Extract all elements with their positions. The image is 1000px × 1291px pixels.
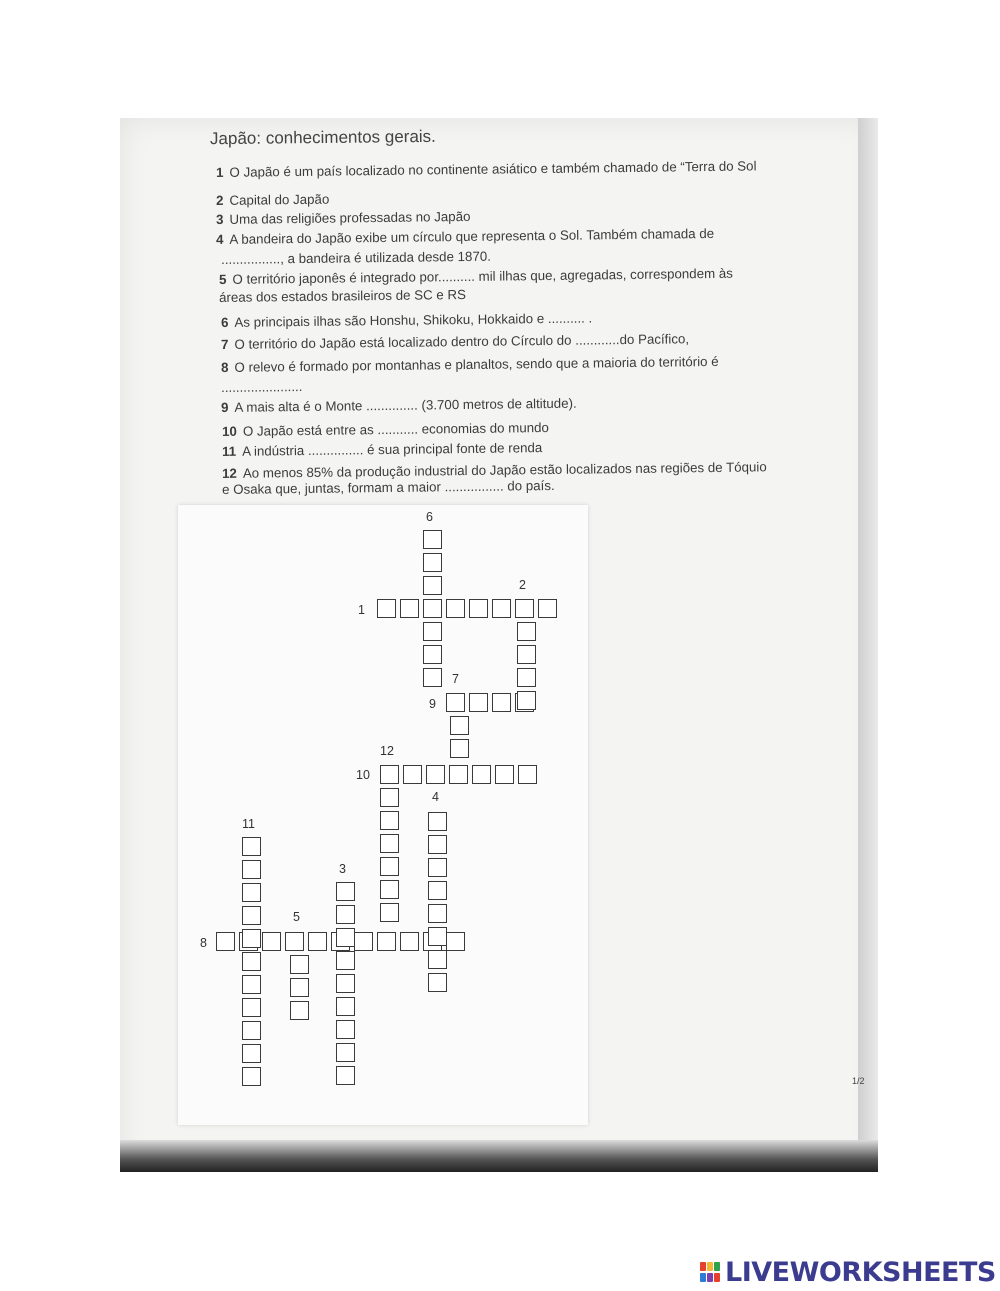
- crossword-cell[interactable]: [242, 883, 261, 902]
- crossword-cell[interactable]: [492, 599, 511, 618]
- crossword-cell[interactable]: [517, 668, 536, 687]
- crossword-number: 9: [429, 697, 436, 711]
- clue-text: A indústria ............... é sua principal fonte de renda: [242, 440, 543, 459]
- page-edge: [858, 118, 878, 1172]
- crossword-cell[interactable]: [450, 739, 469, 758]
- crossword-cell[interactable]: [423, 622, 442, 641]
- scan-shadow: [120, 1140, 878, 1172]
- crossword-cell[interactable]: [377, 599, 396, 618]
- crossword-number: 10: [356, 768, 370, 782]
- clue-text: ......................: [221, 379, 303, 395]
- crossword-cell[interactable]: [446, 599, 465, 618]
- clue-line: [219, 287, 466, 305]
- crossword-number: 2: [519, 578, 526, 592]
- clue-text: ................, a bandeira é utilizada desde 1870.: [221, 248, 491, 267]
- clue-text: A mais alta é o Monte .............. (3.700 metros de altitude).: [234, 395, 577, 415]
- clue-number: 6: [221, 314, 229, 330]
- crossword-cell[interactable]: [242, 1067, 261, 1086]
- crossword-cell[interactable]: [380, 765, 399, 784]
- clue-text: Uma das religiões professadas no Japão: [229, 208, 471, 227]
- crossword-cell[interactable]: [380, 788, 399, 807]
- crossword-cell[interactable]: [515, 599, 534, 618]
- clue-text: As principais ilhas são Honshu, Shikoku, Hokkaido e .......... .: [234, 310, 593, 330]
- crossword-number: 11: [242, 817, 255, 831]
- crossword-cell[interactable]: [290, 955, 309, 974]
- crossword-cell[interactable]: [336, 1066, 355, 1085]
- crossword-cell[interactable]: [380, 903, 399, 922]
- logo-text: LIVEWORKSHEETS: [725, 1257, 996, 1288]
- page-number: 1/2: [852, 1076, 865, 1086]
- crossword-cell[interactable]: [290, 978, 309, 997]
- crossword-cell[interactable]: [290, 1001, 309, 1020]
- crossword-cell[interactable]: [336, 905, 355, 924]
- crossword-cell[interactable]: [428, 904, 447, 923]
- liveworksheets-logo: [700, 1257, 996, 1288]
- crossword-cell[interactable]: [428, 812, 447, 831]
- clue-text: O território do Japão está localizado dentro do Círculo do ............do Pacífico,: [234, 331, 690, 352]
- crossword-cell[interactable]: [242, 837, 261, 856]
- crossword-number: 1: [358, 603, 365, 617]
- crossword-cell[interactable]: [336, 1043, 355, 1062]
- clue-text: Capital do Japão: [229, 191, 330, 208]
- crossword-cell[interactable]: [450, 716, 469, 735]
- crossword-cell[interactable]: [336, 997, 355, 1016]
- crossword-cell[interactable]: [285, 932, 304, 951]
- crossword-cell[interactable]: [428, 858, 447, 877]
- crossword-cell[interactable]: [426, 765, 445, 784]
- crossword-cell[interactable]: [423, 645, 442, 664]
- crossword-cell[interactable]: [428, 950, 447, 969]
- clue-number: 5: [219, 271, 227, 287]
- crossword-cell[interactable]: [400, 932, 419, 951]
- crossword-cell[interactable]: [428, 927, 447, 946]
- clue-text: e Osaka que, juntas, formam a maior ................ do país.: [222, 477, 555, 497]
- clue-number: 9: [221, 399, 229, 415]
- crossword-cell[interactable]: [469, 599, 488, 618]
- crossword-cell[interactable]: [492, 693, 511, 712]
- clue-text: A bandeira do Japão exibe um círculo que representa o Sol. Também chamada de: [229, 225, 715, 247]
- clue-number: 11: [222, 443, 237, 459]
- crossword-cell[interactable]: [242, 1044, 261, 1063]
- crossword-cell[interactable]: [449, 765, 468, 784]
- clue-number: 12: [222, 465, 237, 481]
- clue-text: Ao menos 85% da produção industrial do Japão estão localizados nas regiões de Tóquio: [242, 459, 767, 481]
- crossword-cell[interactable]: [242, 952, 261, 971]
- crossword-cell[interactable]: [446, 932, 465, 951]
- crossword-cell[interactable]: [400, 599, 419, 618]
- crossword-cell[interactable]: [518, 765, 537, 784]
- crossword-cell[interactable]: [423, 530, 442, 549]
- crossword-cell[interactable]: [472, 765, 491, 784]
- clue-line: [221, 379, 302, 395]
- crossword-cell[interactable]: [216, 932, 235, 951]
- crossword-cell[interactable]: [517, 691, 536, 710]
- crossword-cell[interactable]: [354, 932, 373, 951]
- crossword-cell[interactable]: [308, 932, 327, 951]
- crossword-number: 6: [426, 510, 433, 524]
- crossword-cell[interactable]: [242, 860, 261, 879]
- crossword-cell[interactable]: [403, 765, 422, 784]
- crossword-cell[interactable]: [423, 599, 442, 618]
- clue-number: 8: [221, 359, 229, 375]
- crossword-cell[interactable]: [380, 834, 399, 853]
- crossword-cell[interactable]: [336, 1020, 355, 1039]
- clue-text: áreas dos estados brasileiros de SC e RS: [219, 286, 467, 305]
- crossword-cell[interactable]: [262, 932, 281, 951]
- worksheet-title: Japão: conhecimentos gerais.: [209, 126, 436, 149]
- clue-number: 10: [222, 423, 237, 439]
- crossword-cell[interactable]: [336, 974, 355, 993]
- crossword-cell[interactable]: [428, 973, 447, 992]
- crossword-cell[interactable]: [242, 929, 261, 948]
- crossword-cell[interactable]: [495, 765, 514, 784]
- crossword-cell[interactable]: [446, 693, 465, 712]
- crossword-number: 12: [380, 744, 394, 758]
- crossword-cell[interactable]: [517, 622, 536, 641]
- crossword-cell[interactable]: [380, 857, 399, 876]
- clue-number: 2: [216, 192, 224, 208]
- crossword-cell[interactable]: [428, 835, 447, 854]
- clue-text: O Japão é um país localizado no continente asiático e também chamado de “Terra do Sol: [229, 158, 757, 180]
- crossword-cell[interactable]: [380, 880, 399, 899]
- crossword-cell[interactable]: [336, 928, 355, 947]
- logo-icon: [700, 1262, 722, 1284]
- clue-text: O relevo é formado por montanhas e planaltos, sendo que a maioria do território é: [234, 353, 719, 375]
- crossword-cell[interactable]: [242, 906, 261, 925]
- crossword-cell[interactable]: [428, 881, 447, 900]
- crossword-cell[interactable]: [423, 668, 442, 687]
- crossword-cell[interactable]: [336, 951, 355, 970]
- crossword-number: 3: [339, 862, 346, 876]
- crossword-cell[interactable]: [242, 1021, 261, 1040]
- crossword-cell[interactable]: [377, 932, 396, 951]
- clue-number: 1: [216, 164, 224, 180]
- crossword-number: 8: [200, 936, 207, 950]
- clue-line: [216, 192, 329, 208]
- crossword-cell[interactable]: [242, 975, 261, 994]
- crossword-cell[interactable]: [242, 998, 261, 1017]
- clue-line: [216, 209, 471, 227]
- clue-text: O Japão está entre as ........... economias do mundo: [242, 420, 549, 439]
- clue-number: 4: [216, 231, 224, 247]
- crossword-number: 5: [293, 910, 300, 924]
- crossword-cell[interactable]: [380, 811, 399, 830]
- crossword-cell[interactable]: [423, 576, 442, 595]
- crossword-cell[interactable]: [336, 882, 355, 901]
- crossword-number: 7: [452, 672, 459, 686]
- crossword-cell[interactable]: [538, 599, 557, 618]
- crossword-cell[interactable]: [469, 693, 488, 712]
- clue-number: 7: [221, 336, 229, 352]
- crossword-number: 4: [432, 790, 439, 804]
- clue-text: O território japonês é integrado por.......... mil ilhas que, agregadas, correspondem às: [232, 265, 733, 287]
- crossword-cell[interactable]: [517, 645, 536, 664]
- crossword-cell[interactable]: [423, 553, 442, 572]
- clue-number: 3: [216, 211, 224, 227]
